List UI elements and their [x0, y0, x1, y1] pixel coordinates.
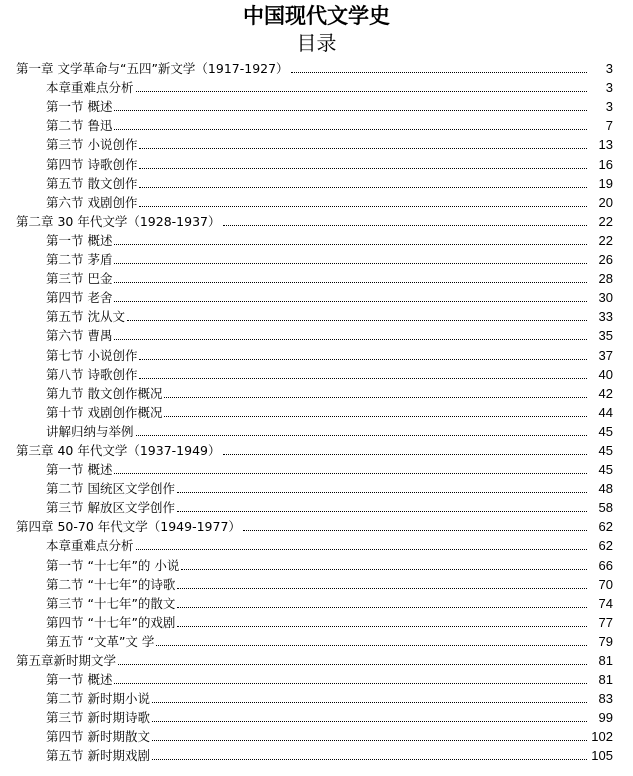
- dot-leader: [152, 759, 587, 760]
- dot-leader: [223, 225, 588, 226]
- toc-page-number: 45: [598, 462, 613, 478]
- toc-page-number: 7: [605, 118, 613, 134]
- toc-section-entry[interactable]: [0, 744, 633, 763]
- toc-entry-label: 第五节 沈从文: [46, 309, 125, 325]
- toc-page-number: 30: [598, 290, 613, 306]
- dot-leader: [136, 91, 587, 92]
- dot-leader: [291, 72, 587, 73]
- toc-heading: 目录: [296, 31, 337, 55]
- toc-page-number: 19: [598, 175, 613, 191]
- toc-page-number: 28: [598, 271, 613, 287]
- dot-leader: [177, 626, 587, 627]
- toc-section-entry[interactable]: [0, 458, 633, 477]
- toc-section-entry[interactable]: [0, 553, 633, 572]
- toc-section-entry[interactable]: [0, 592, 633, 611]
- dot-leader: [114, 683, 587, 684]
- dot-leader: [152, 740, 587, 741]
- dot-leader: [114, 110, 587, 111]
- dot-leader: [136, 435, 587, 436]
- toc-entry-label: 第四章 50-70 年代文学（1949-1977）: [16, 519, 241, 535]
- toc-entry-label: 第一章 文学革命与“五四”新文学（1917-1927）: [16, 61, 289, 77]
- toc-page-number: 22: [598, 232, 613, 248]
- toc-page-number: 40: [598, 366, 613, 382]
- toc-page-number: 102: [591, 729, 613, 745]
- dot-leader: [243, 530, 587, 531]
- toc-entry-label: 第二节 鲁迅: [46, 118, 113, 134]
- toc-section-entry[interactable]: [0, 133, 633, 152]
- toc-page-number: 48: [598, 481, 613, 497]
- toc-page-number: 58: [598, 500, 613, 516]
- toc-section-entry[interactable]: [0, 477, 633, 496]
- dot-leader: [127, 320, 587, 321]
- toc-section-entry[interactable]: [0, 76, 633, 95]
- toc-section-entry[interactable]: [0, 687, 633, 706]
- toc-section-entry[interactable]: [0, 363, 633, 382]
- toc-page-number: 20: [598, 194, 613, 210]
- toc-entry-label: 第二节 新时期小说: [46, 691, 150, 707]
- toc-section-entry[interactable]: [0, 114, 633, 133]
- toc-page-number: 3: [605, 99, 613, 115]
- toc-page-number: 37: [598, 347, 613, 363]
- toc-entry-label: 第四节 新时期散文: [46, 729, 150, 745]
- toc-entry-label: 第三节 新时期诗歌: [46, 710, 150, 726]
- toc-section-entry[interactable]: [0, 534, 633, 553]
- toc-page-number: 79: [598, 633, 613, 649]
- dot-leader: [139, 359, 587, 360]
- toc-section-entry[interactable]: [0, 343, 633, 362]
- toc-section-entry[interactable]: [0, 496, 633, 515]
- dot-leader: [177, 607, 587, 608]
- toc-page-number: 83: [598, 691, 613, 707]
- toc-entry-label: 第一节 概述: [46, 672, 113, 688]
- toc-page-number: 44: [598, 404, 613, 420]
- toc-entry-label: 第二节 “十七年”的诗歌: [46, 576, 176, 592]
- toc-entry-label: 第一节 “十七年”的 小说: [46, 557, 180, 573]
- toc-entry-label: 第二章 30 年代文学（1928-1937）: [16, 213, 221, 229]
- dot-leader: [139, 187, 587, 188]
- toc-page-number: 81: [598, 653, 613, 668]
- dot-leader: [136, 549, 587, 550]
- toc-section-entry[interactable]: [0, 191, 633, 210]
- toc-entry-label: 第四节 “十七年”的戏剧: [46, 614, 176, 630]
- toc-entry-label: 第六节 曹禺: [46, 328, 113, 344]
- dot-leader: [118, 664, 587, 665]
- toc-entry-label: 第三节 小说创作: [46, 137, 138, 153]
- toc-entry-label: 第八节 诗歌创作: [46, 366, 138, 382]
- toc-page-number: 66: [598, 557, 613, 573]
- toc-entry-label: 第九节 散文创作概况: [46, 385, 163, 401]
- toc-page-number: 42: [598, 385, 613, 401]
- toc-section-entry[interactable]: [0, 573, 633, 592]
- toc-section-entry[interactable]: [0, 668, 633, 687]
- toc-page-number: 3: [605, 80, 613, 96]
- toc-entry-label: 第五节 新时期戏剧: [46, 748, 150, 764]
- dot-leader: [177, 588, 587, 589]
- toc-entry-label: 本章重难点分析: [46, 538, 134, 554]
- toc-entry-label: 讲解归纳与举例: [46, 423, 134, 439]
- dot-leader: [139, 206, 587, 207]
- toc-chapter-entry[interactable]: [0, 515, 633, 534]
- toc-chapter-entry[interactable]: [0, 210, 633, 229]
- toc-section-entry[interactable]: [0, 172, 633, 191]
- toc-section-entry[interactable]: [0, 420, 633, 439]
- toc-entry-label: 第四节 诗歌创作: [46, 156, 138, 172]
- toc-entry-label: 第四节 老舍: [46, 290, 113, 306]
- toc-page-number: 16: [598, 156, 613, 172]
- toc-section-entry[interactable]: [0, 324, 633, 343]
- toc-section-entry[interactable]: [0, 706, 633, 725]
- dot-leader: [164, 397, 587, 398]
- toc-section-entry[interactable]: [0, 286, 633, 305]
- toc-chapter-entry[interactable]: [0, 649, 633, 668]
- toc-section-entry[interactable]: [0, 95, 633, 114]
- toc-entry-label: 第六节 戏剧创作: [46, 194, 138, 210]
- toc-page-number: 13: [598, 137, 613, 153]
- toc-page-number: 62: [598, 519, 613, 535]
- toc-entry-label: 第一节 概述: [46, 99, 113, 115]
- toc-page-number: 99: [598, 710, 613, 726]
- toc-section-entry[interactable]: [0, 267, 633, 286]
- toc-section-entry[interactable]: [0, 152, 633, 171]
- toc-entry-label: 第三节 解放区文学创作: [46, 500, 175, 516]
- toc-entry-label: 第七节 小说创作: [46, 347, 138, 363]
- dot-leader: [139, 148, 587, 149]
- toc-entry-label: 第五节 散文创作: [46, 175, 138, 191]
- dot-leader: [156, 645, 587, 646]
- toc-chapter-entry[interactable]: [0, 439, 633, 458]
- toc-entry-label: 第五节 “文革”文 学: [46, 633, 155, 649]
- dot-leader: [139, 168, 587, 169]
- toc-entry-label: 第三节 巴金: [46, 271, 113, 287]
- toc-section-entry[interactable]: [0, 611, 633, 630]
- dot-leader: [114, 244, 587, 245]
- toc-page-number: 77: [598, 614, 613, 630]
- toc-section-entry[interactable]: [0, 725, 633, 744]
- dot-leader: [114, 339, 587, 340]
- toc-section-entry[interactable]: [0, 401, 633, 420]
- toc-page-number: 45: [598, 423, 613, 439]
- toc-entry-label: 第二节 茅盾: [46, 252, 113, 268]
- toc-page-number: 35: [598, 328, 613, 344]
- toc-page-number: 22: [598, 213, 613, 229]
- toc-page-number: 70: [598, 576, 613, 592]
- toc-page-number: 45: [598, 442, 613, 458]
- toc-page-number: 62: [598, 538, 613, 554]
- toc-entry-label: 第二节 国统区文学创作: [46, 481, 175, 497]
- toc-entry-label: 第三章 40 年代文学（1937-1949）: [16, 442, 221, 458]
- dot-leader: [139, 378, 587, 379]
- dot-leader: [177, 492, 587, 493]
- toc-section-entry[interactable]: [0, 630, 633, 649]
- toc-entry-label: 第一节 概述: [46, 232, 113, 248]
- toc-page-number: 33: [598, 309, 613, 325]
- toc-section-entry[interactable]: [0, 382, 633, 401]
- dot-leader: [114, 301, 587, 302]
- dot-leader: [152, 721, 587, 722]
- toc-chapter-entry[interactable]: [0, 57, 633, 76]
- toc-page-number: 105: [591, 748, 613, 764]
- dot-leader: [114, 129, 587, 130]
- toc-entry-label: 本章重难点分析: [46, 80, 134, 96]
- dot-leader: [152, 702, 587, 703]
- toc-section-entry[interactable]: [0, 305, 633, 324]
- document-title: 中国现代文学史: [243, 4, 390, 28]
- dot-leader: [164, 416, 587, 417]
- dot-leader: [223, 454, 588, 455]
- toc-section-entry[interactable]: [0, 248, 633, 267]
- toc-section-entry[interactable]: [0, 229, 633, 248]
- dot-leader: [181, 569, 587, 570]
- dot-leader: [114, 473, 587, 474]
- dot-leader: [177, 511, 587, 512]
- toc-entry-label: 第五章新时期文学: [16, 653, 117, 668]
- toc-entry-label: 第十节 戏剧创作概况: [46, 404, 163, 420]
- toc-entry-label: 第三节 “十七年”的散文: [46, 595, 176, 611]
- dot-leader: [114, 263, 587, 264]
- toc-page-number: 81: [598, 672, 613, 688]
- toc-page-number: 26: [598, 252, 613, 268]
- toc-page-number: 3: [605, 61, 613, 77]
- toc-page-number: 74: [598, 595, 613, 611]
- table-of-contents: [0, 57, 633, 763]
- dot-leader: [114, 282, 587, 283]
- toc-entry-label: 第一节 概述: [46, 462, 113, 478]
